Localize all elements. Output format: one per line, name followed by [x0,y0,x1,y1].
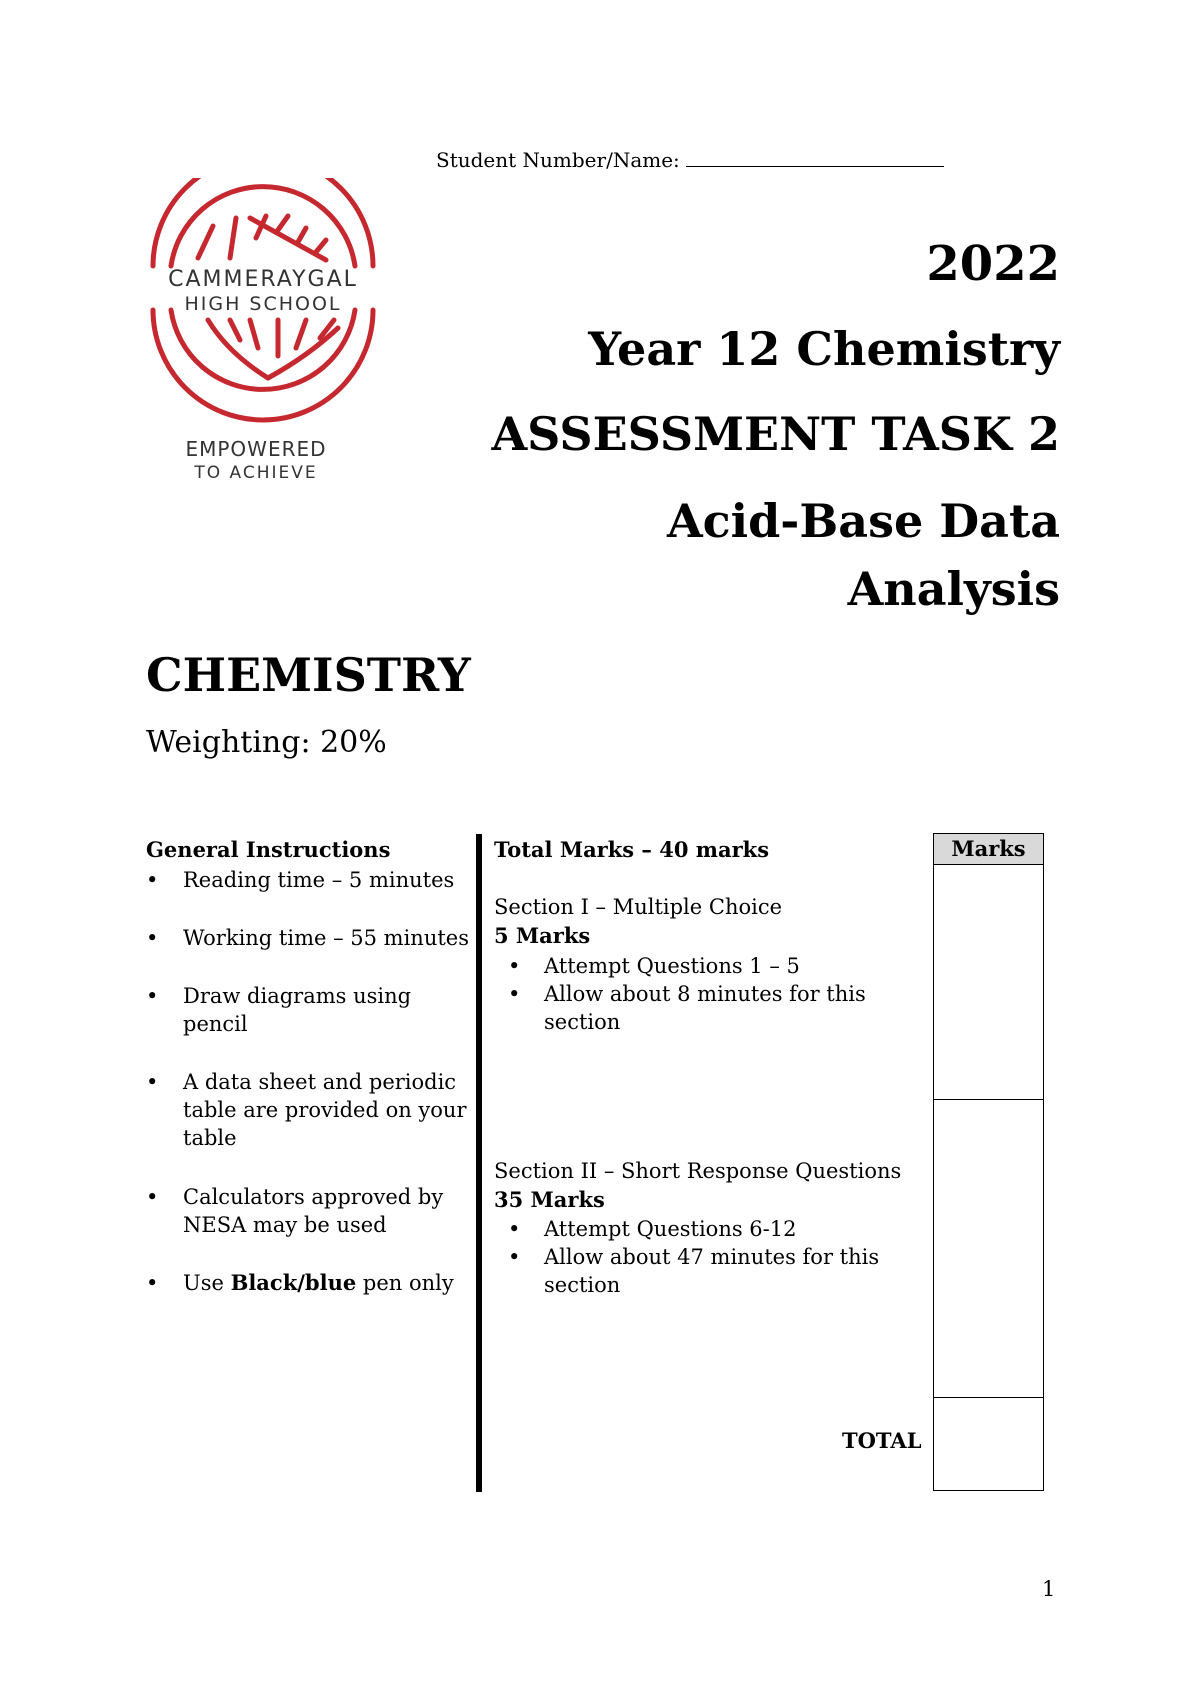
general-instructions-heading: General Instructions [146,837,391,862]
bullet-icon: • [508,1245,521,1269]
marks-cell-section-1[interactable] [934,865,1043,1100]
section-1-marks: 5 Marks [494,923,591,948]
section-2-marks: 35 Marks [494,1187,605,1212]
section-2-bullet: • Allow about 47 minutes for this section [508,1245,880,1297]
topic-title-line1: Acid-Base Data [666,494,1060,548]
logo-school-line1: CAMMERAYGAL [168,267,358,292]
marks-cell-total[interactable] [934,1398,1043,1490]
instruction-item: • Calculators approved by NESA may be used [146,1185,444,1237]
marks-cell-section-2[interactable] [934,1100,1043,1398]
weighting-text: Weighting: 20% [146,725,387,760]
section-2-bullet: • Attempt Questions 6-12 [508,1217,797,1241]
bullet-icon: • [146,1271,159,1295]
logo-motto-line2: TO ACHIEVE [194,463,318,483]
total-marks-heading: Total Marks – 40 marks [494,837,770,862]
section-1-bullet: • Allow about 8 minutes for this section [508,982,866,1034]
section-2-title: Section II – Short Response Questions [494,1159,902,1183]
task-title: ASSESSMENT TASK 2 [491,407,1060,461]
logo-school-line2: HIGH SCHOOL [184,293,342,315]
column-divider [476,834,482,1492]
student-name-field[interactable] [436,148,944,172]
bullet-icon: • [508,1217,521,1241]
student-name-label: Student Number/Name: [436,148,680,172]
student-name-blank[interactable] [686,148,944,167]
instruction-item: • Working time – 55 minutes [146,926,469,950]
course-title: Year 12 Chemistry [588,322,1060,376]
topic-title-line2: Analysis [847,562,1060,616]
total-label: TOTAL [842,1428,922,1453]
exam-year: 2022 [926,236,1060,292]
marks-table-header: Marks [934,834,1043,865]
instruction-item: • Draw diagrams using pencil [146,984,412,1036]
subject-heading: CHEMISTRY [146,648,471,702]
section-1-title: Section I – Multiple Choice [494,895,783,919]
instruction-item: • Use Black/blue pen only [146,1270,454,1295]
bullet-icon: • [146,926,159,950]
school-logo [138,178,388,508]
bullet-icon: • [146,868,159,892]
page-number: 1 [1042,1577,1056,1601]
section-1-bullet: • Attempt Questions 1 – 5 [508,954,800,978]
bullet-icon: • [146,1070,159,1094]
bullet-icon: • [508,954,521,978]
marks-table [933,833,1044,1491]
bullet-icon: • [146,984,159,1008]
instruction-item: • A data sheet and periodic table are provided on your table [146,1070,467,1150]
instruction-item: • Reading time – 5 minutes [146,868,455,892]
logo-motto-line1: EMPOWERED [185,437,327,461]
bullet-icon: • [508,982,521,1006]
bullet-icon: • [146,1185,159,1209]
